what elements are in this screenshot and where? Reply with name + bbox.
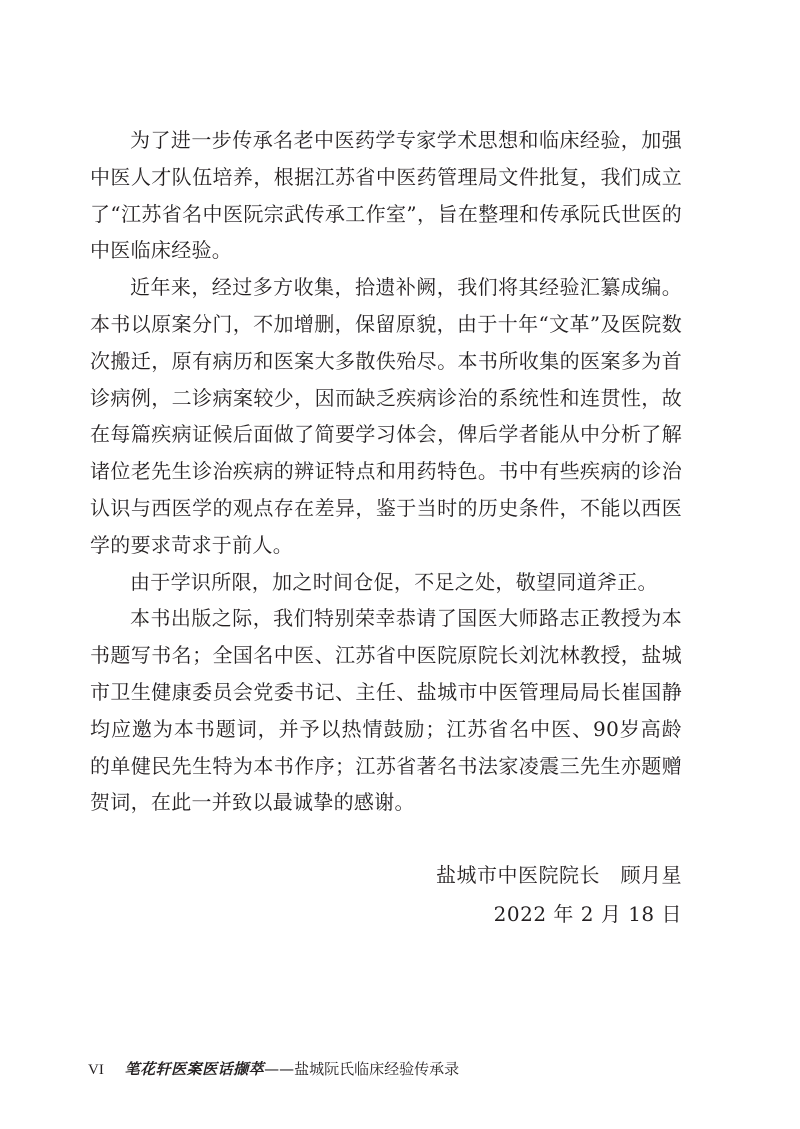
signature-date: 2022 年 2 月 18 日 bbox=[493, 902, 682, 926]
preface-body bbox=[90, 122, 682, 821]
paragraph-1: 为了进一步传承名老中医药学专家学术思想和临床经验，加强中医人才队伍培养，根据江苏省中医药管理局文件批复，我们成立了“江苏省名中医阮宗武传承工作室”，旨在整理和传承阮氏世医的中医临床经验。 bbox=[90, 128, 682, 263]
paragraph-2: 近年来，经过多方收集，拾遗补阙，我们将其经验汇纂成编。本书以原案分门，不加增删，保留原貌，由于十年“文革”及医院数次搬迁，原有病历和医案大多散佚殆尽。本书所收集的医案多为首诊病例，二诊病案较少，因而缺乏疾病诊治的系统性和连贯性，故在每篇疾病证候后面做了简要学习体会，俾后学者能从中分析了解诸位老先生诊治疾病的辨证特点和用药特色。书中有些疾病的诊治认识与西医学的观点存在差异，鉴于当时的历史条件，不能以西医学的要求苛求于前人。 bbox=[90, 275, 682, 557]
running-subtitle: ——盐城阮氏临床经验传承录 bbox=[264, 1060, 460, 1078]
page-footer bbox=[88, 1058, 459, 1081]
signature-author: 盐城市中医院院长 顾月星 bbox=[436, 863, 682, 887]
paragraph-3: 由于学识所限，加之时间仓促，不足之处，敬望同道斧正。 bbox=[130, 569, 658, 594]
paragraph-4: 本书出版之际，我们特别荣幸恭请了国医大师路志正教授为本书题写书名；全国名中医、江苏省中医院原院长刘沈林教授，盐城市卫生健康委员会党委书记、主任、盐城市中医管理局局长崔国静均应邀为本书题词，并予以热情鼓励；江苏省名中医、90岁高龄的单健民先生特为本书作序；江苏省著名书法家凌震三先生亦题赠贺词，在此一并致以最诚挚的感谢。 bbox=[90, 606, 682, 815]
signature-block bbox=[436, 856, 682, 934]
page-number: VI bbox=[88, 1062, 104, 1078]
running-book-title: 笔花轩医案医话撷萃 bbox=[124, 1060, 265, 1078]
